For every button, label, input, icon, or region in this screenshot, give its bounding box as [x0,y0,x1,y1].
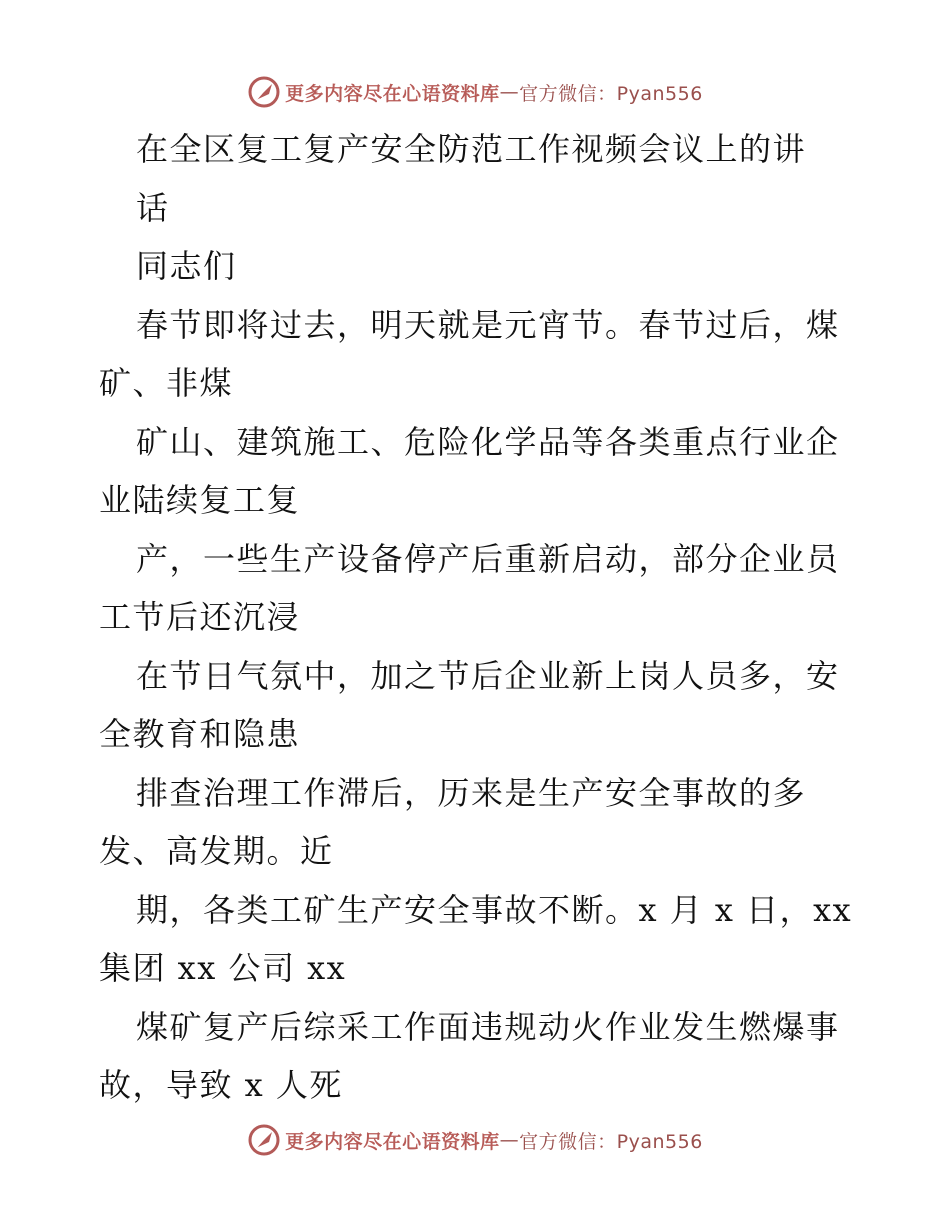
title-line-2: 话 [136,188,170,227]
watermark-main-text: 更多内容尽在心语资料库 [285,1130,500,1153]
paragraph-line: 全教育和隐患 [99,715,301,753]
paragraph-line: 发、高发期。近 [99,832,334,870]
header-watermark [0,72,950,112]
paragraph-line: 在节日气氛中，加之节后企业新上岗人员多，安 [136,656,840,695]
footer-watermark [0,1120,950,1160]
salutation: 同志们 [136,247,237,285]
paragraph-line: 产，一些生产设备停产后重新启动，部分企业员 [136,539,840,578]
watermark-dash: — [499,81,520,103]
paragraph-line: 春节即将过去，明天就是元宵节。春节过后，煤 [136,305,840,344]
quill-logo-icon [247,75,281,109]
title-line-1: 在全区复工复产安全防范工作视频会议上的讲 [136,130,807,168]
paragraph-line: 业陆续复工复 [99,481,301,519]
watermark-sub-text: 官方微信：Pyan556 [519,1130,703,1153]
paragraph-line: 期，各类工矿生产安全事故不断。x 月 x 日，xx [136,890,853,929]
document-body [99,120,851,1115]
paragraph-line: 故，导致 x 人死 [99,1066,343,1104]
watermark-main-text: 更多内容尽在心语资料库 [285,82,500,105]
paragraph-line: 矿山、建筑施工、危险化学品等各类重点行业企 [136,422,840,461]
paragraph-line: 集团 xx 公司 xx [99,949,347,987]
watermark-sub-text: 官方微信：Pyan556 [519,82,703,105]
watermark-dash: — [499,1129,520,1151]
paragraph-line: 工节后还沉浸 [99,598,301,636]
paragraph-line: 矿、非煤 [99,364,234,402]
quill-logo-icon [247,1123,281,1157]
paragraph-line: 排查治理工作滞后，历来是生产安全事故的多 [136,773,807,812]
paragraph-line: 煤矿复产后综采工作面违规动火作业发生燃爆事 [136,1007,840,1046]
